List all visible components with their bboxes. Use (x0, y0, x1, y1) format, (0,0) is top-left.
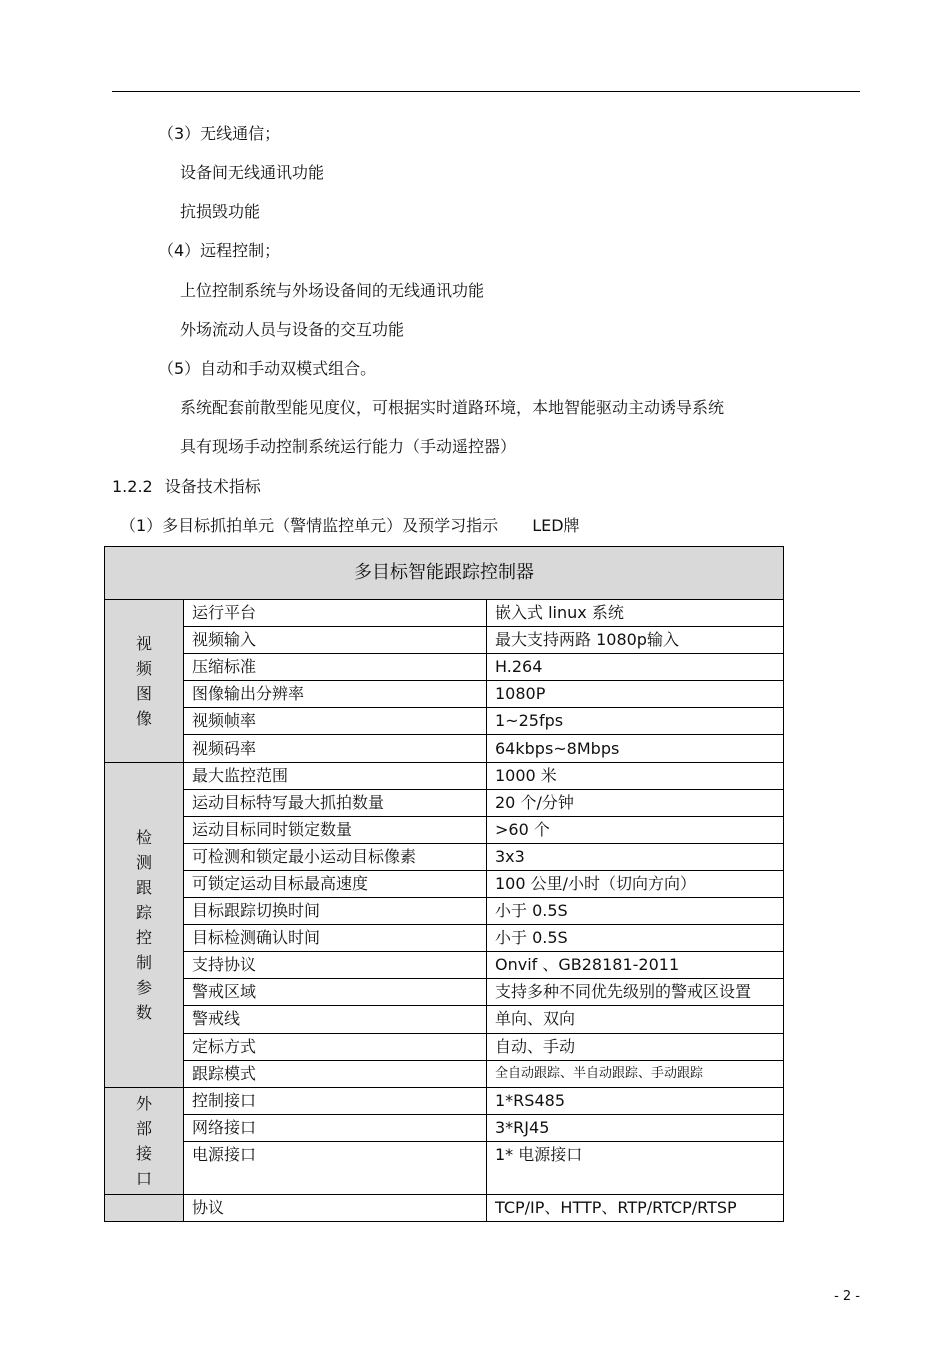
param-name: 协议 (184, 1194, 487, 1221)
table-row (105, 654, 784, 681)
table-row (105, 1194, 784, 1221)
category-char: 口 (135, 1168, 152, 1188)
param-value: Onvif 、GB28181-2011 (487, 952, 784, 979)
table-row (105, 627, 784, 654)
param-value: 3*RJ45 (487, 1114, 784, 1141)
item-3-line-1: 设备间无线通讯功能 (180, 163, 325, 182)
table-row (105, 1060, 784, 1087)
item-3-line-2: 抗损毁功能 (180, 202, 261, 221)
param-name: 视频输入 (184, 627, 487, 654)
param-value: 100 公里/小时（切向方向） (487, 870, 784, 897)
param-name: 运动目标特写最大抓拍数量 (184, 789, 487, 816)
param-name: 跟踪模式 (184, 1060, 487, 1087)
param-value: H.264 (487, 654, 784, 681)
param-name: 可检测和锁定最小运动目标像素 (184, 843, 487, 870)
category-char: 数 (135, 1002, 152, 1022)
category-char: 外 (135, 1093, 152, 1113)
category-char: 部 (135, 1118, 152, 1138)
param-value: 支持多种不同优先级别的警戒区设置 (487, 979, 784, 1006)
table-row (105, 1087, 784, 1114)
table-row (105, 925, 784, 952)
param-value: 20 个/分钟 (487, 789, 784, 816)
table-row (105, 1114, 784, 1141)
param-name: 视频帧率 (184, 708, 487, 735)
table-row (105, 979, 784, 1006)
header-rule (112, 91, 860, 92)
param-value: 64kbps~8Mbps (487, 735, 784, 762)
category-char: 图 (135, 683, 152, 703)
table-title: 多目标智能跟踪控制器 (105, 547, 784, 600)
param-name: 定标方式 (184, 1033, 487, 1060)
param-name: 警戒线 (184, 1006, 487, 1033)
table-row (105, 816, 784, 843)
param-value: 3x3 (487, 843, 784, 870)
page-number: - 2 - (834, 1289, 860, 1304)
table-row (105, 600, 784, 627)
param-value: 小于 0.5S (487, 898, 784, 925)
param-name: 控制接口 (184, 1087, 487, 1114)
category-cell (105, 1087, 184, 1194)
param-name: 运动目标同时锁定数量 (184, 816, 487, 843)
table-row (105, 1006, 784, 1033)
section-number: 1.2.2 (112, 477, 153, 496)
item-5-line-1: 系统配套前散型能见度仪，可根据实时道路环境，本地智能驱动主动诱导系统 (180, 398, 725, 417)
table-row (105, 762, 784, 789)
param-name: 运行平台 (184, 600, 487, 627)
param-name: 目标跟踪切换时间 (184, 898, 487, 925)
table-row (105, 708, 784, 735)
category-char: 踪 (135, 902, 152, 922)
param-value: >60 个 (487, 816, 784, 843)
item-4-line-1: 上位控制系统与外场设备间的无线通讯功能 (180, 281, 485, 300)
category-char: 频 (135, 658, 152, 678)
param-value: 最大支持两路 1080p输入 (487, 627, 784, 654)
param-value: 单向、双向 (487, 1006, 784, 1033)
table-row (105, 952, 784, 979)
category-char: 制 (135, 952, 152, 972)
item-4-heading: （4）远程控制； (158, 241, 281, 260)
list-item-1-led: LED牌 (532, 516, 580, 535)
list-item-1 (120, 516, 580, 536)
param-name: 视频码率 (184, 735, 487, 762)
category-char: 视 (135, 633, 152, 653)
table-row (105, 870, 784, 897)
category-char: 控 (135, 927, 152, 947)
param-value: 全自动跟踪、半自动跟踪、手动跟踪 (487, 1060, 784, 1087)
item-3-heading: （3）无线通信； (158, 124, 281, 143)
param-name: 压缩标准 (184, 654, 487, 681)
table-row (105, 898, 784, 925)
item-5-line-2: 具有现场手动控制系统运行能力（手动遥控器） (180, 437, 517, 456)
category-char: 跟 (135, 877, 152, 897)
param-name: 最大监控范围 (184, 762, 487, 789)
spec-table (104, 546, 784, 1222)
category-cell (105, 762, 184, 1087)
param-name: 可锁定运动目标最高速度 (184, 870, 487, 897)
table-row (105, 735, 784, 762)
list-item-1-text: （1）多目标抓拍单元（警情监控单元）及预学习指示 (120, 516, 499, 535)
item-4-line-2: 外场流动人员与设备的交互功能 (180, 320, 405, 339)
param-value: 1~25fps (487, 708, 784, 735)
category-char: 参 (135, 977, 152, 997)
category-char: 像 (135, 708, 152, 728)
category-char: 检 (135, 827, 152, 847)
param-value: 自动、手动 (487, 1033, 784, 1060)
item-5-heading: （5）自动和手动双模式组合。 (158, 359, 377, 378)
param-value: 1000 米 (487, 762, 784, 789)
section-heading (112, 477, 261, 497)
param-value: 嵌入式 linux 系统 (487, 600, 784, 627)
param-value: 1*RS485 (487, 1087, 784, 1114)
section-title: 设备技术指标 (164, 477, 261, 496)
param-name: 支持协议 (184, 952, 487, 979)
table-row (105, 843, 784, 870)
table-row (105, 1141, 784, 1194)
param-value: 1080P (487, 681, 784, 708)
param-value: 小于 0.5S (487, 925, 784, 952)
table-row (105, 681, 784, 708)
category-char: 接 (135, 1143, 152, 1163)
category-cell (105, 1194, 184, 1221)
param-value: TCP/IP、HTTP、RTP/RTCP/RTSP (487, 1194, 784, 1221)
category-char: 测 (135, 852, 152, 872)
param-name: 警戒区域 (184, 979, 487, 1006)
table-row (105, 1033, 784, 1060)
param-value: 1* 电源接口 (487, 1141, 784, 1194)
param-name: 电源接口 (184, 1141, 487, 1194)
param-name: 网络接口 (184, 1114, 487, 1141)
param-name: 目标检测确认时间 (184, 925, 487, 952)
table-row (105, 789, 784, 816)
category-cell (105, 600, 184, 763)
param-name: 图像输出分辨率 (184, 681, 487, 708)
